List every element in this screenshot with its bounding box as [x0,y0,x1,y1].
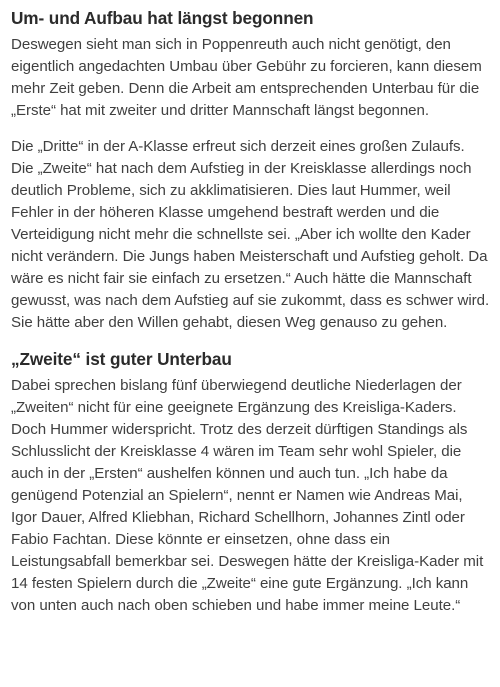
paragraph: Die „Dritte“ in der A-Klasse erfreut sich derzeit eines großen Zulaufs. Die „Zweite“ hat nach dem Aufstieg in der Kreisklasse allerdings noch deutlich Probleme, sich zu akklimatisieren. Dies laut Hummer, weil Fehler in der höheren Klasse umgehend bestraft werden und die Verteidigung nicht mehr die schnellste sei. „Aber ich wollte den Kader nicht verändern. Die Jungs haben Meisterschaft und Aufstieg geholt. Da wäre es nicht fair sie einfach zu ersetzen.“ Auch hätte die Mannschaft gewusst, was nach dem Aufstieg auf sie zukommt, dass es schwer wird. Sie hätte aber den Willen gehabt, diesen Weg genauso zu gehen. [11,138,490,331]
paragraph: Deswegen sieht man sich in Poppenreuth auch nicht genötigt, den eigentlich angedachten Umbau über Gebühr zu forcieren, kann diesem mehr Zeit geben. Denn die Arbeit am entsprechenden Unterbau für die „Erste“ hat mit zweiter und dritter Mannschaft längst begonnen. [11,36,482,119]
section-heading: „Zweite“ ist guter Unterbau [11,349,232,369]
paragraph: Dabei sprechen bislang fünf überwiegend deutliche Niederlagen der „Zweiten“ nicht für eine geeignete Ergänzung des Kreisliga-Kaders. Doch Hummer widerspricht. Trotz des derzeit dürftigen Standings als Schlusslicht der Kreisklasse 4 wären im Team sehr wohl Spieler, die auch in der „Ersten“ aushelfen können und auch tun. „Ich habe da genügend Potenzial an Spielern“, nennt er Namen wie Andreas Mai, Igor Dauer, Alfred Kliebhan, Richard Schellhorn, Johannes Zintl oder Fabio Fachtan. Diese könnte er einsetzen, ohne dass ein Leistungsabfall bemerkbar sei. Deswegen hätte der Kreisliga-Kader mit 14 festen Spielern durch die „Zweite“ eine gute Ergänzung. „Ich kann von unten auch nach oben schieben und habe immer meine Leute.“ [11,377,484,614]
section-heading: Um- und Aufbau hat längst begonnen [11,8,314,28]
